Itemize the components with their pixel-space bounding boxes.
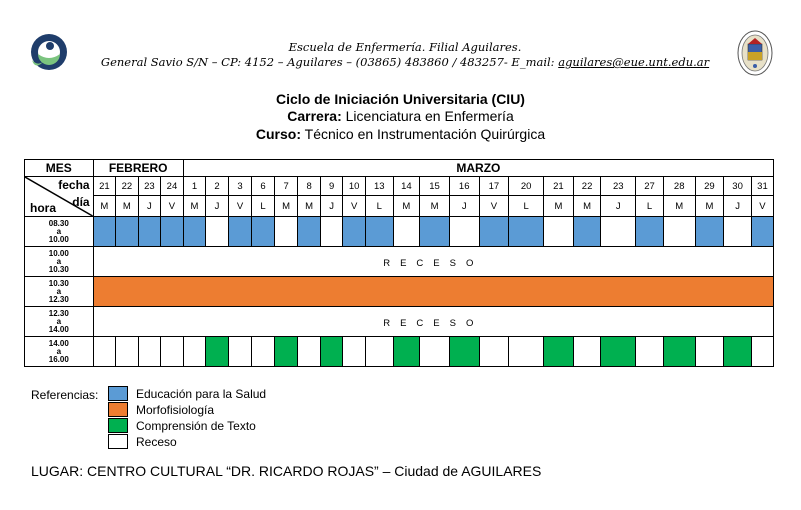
class-cell-green bbox=[449, 337, 479, 367]
weekday-cell: M bbox=[663, 196, 695, 217]
date-cell: 15 bbox=[420, 177, 450, 196]
date-cell: 23 bbox=[601, 177, 636, 196]
weekday-cell: M bbox=[116, 196, 139, 217]
time-label: 12.30 bbox=[48, 308, 69, 318]
time-label: 10.30 bbox=[48, 278, 69, 288]
month-header-febrero: FEBRERO bbox=[93, 160, 183, 177]
date-cell: 22 bbox=[573, 177, 601, 196]
time-slot-row bbox=[25, 337, 774, 367]
time-label: 16.00 bbox=[48, 354, 69, 364]
legend-label: Receso bbox=[136, 435, 177, 449]
class-cell-blue bbox=[228, 217, 252, 247]
email-link[interactable]: aguilares@eue.unt.edu.ar bbox=[558, 55, 710, 69]
university-seal-right bbox=[737, 30, 773, 76]
schedule-table bbox=[24, 159, 774, 367]
date-cell: 22 bbox=[116, 177, 139, 196]
time-range-cell bbox=[25, 337, 94, 367]
empty-cell bbox=[663, 217, 695, 247]
date-cell: 7 bbox=[274, 177, 298, 196]
date-cell: 23 bbox=[138, 177, 161, 196]
time-slot-row bbox=[25, 307, 774, 337]
date-cell: 3 bbox=[228, 177, 252, 196]
empty-cell bbox=[116, 337, 139, 367]
class-cell-green bbox=[663, 337, 695, 367]
month-header-marzo: MARZO bbox=[183, 160, 773, 177]
time-label: a bbox=[56, 256, 62, 266]
date-cell: 27 bbox=[636, 177, 664, 196]
empty-cell bbox=[138, 337, 161, 367]
receso-label: RECESO bbox=[383, 257, 484, 269]
empty-cell bbox=[544, 217, 574, 247]
date-cell: 30 bbox=[724, 177, 752, 196]
empty-cell bbox=[573, 337, 601, 367]
empty-cell bbox=[298, 337, 321, 367]
time-range-cell bbox=[25, 247, 94, 277]
class-cell-blue bbox=[116, 217, 139, 247]
empty-cell bbox=[343, 337, 366, 367]
weekday-cell: M bbox=[93, 196, 116, 217]
class-cell-blue bbox=[343, 217, 366, 247]
legend-label: Morfofisiología bbox=[136, 403, 215, 417]
empty-cell bbox=[206, 217, 229, 247]
class-cell-blue bbox=[751, 217, 773, 247]
weekday-cell: M bbox=[393, 196, 420, 217]
legend-item-morfofisiologia bbox=[108, 402, 308, 418]
fecha-label: fecha bbox=[58, 178, 90, 192]
date-cell: 8 bbox=[298, 177, 321, 196]
weekday-cell: M bbox=[298, 196, 321, 217]
empty-cell bbox=[228, 337, 252, 367]
date-cell: 2 bbox=[206, 177, 229, 196]
time-label: 10.00 bbox=[48, 234, 69, 244]
time-label: 08.30 bbox=[48, 218, 69, 228]
legend-swatch-white bbox=[108, 434, 128, 449]
class-cell-blue bbox=[420, 217, 450, 247]
hora-label: hora bbox=[30, 201, 57, 215]
school-logo-left bbox=[29, 32, 71, 72]
legend-item-receso bbox=[108, 434, 308, 450]
time-label: 14.00 bbox=[48, 338, 69, 348]
time-label: a bbox=[56, 226, 62, 236]
date-cell: 21 bbox=[93, 177, 116, 196]
weekday-cell: V bbox=[479, 196, 509, 217]
date-cell: 29 bbox=[695, 177, 724, 196]
weekday-cell: V bbox=[343, 196, 366, 217]
date-cell: 28 bbox=[663, 177, 695, 196]
time-slot-row bbox=[25, 247, 774, 277]
school-address: General Savio S/N – CP: 4152 – Aguilares – (03865) 483860 / 483257- E_mail: bbox=[100, 55, 559, 69]
class-cell-blue bbox=[183, 217, 206, 247]
weekday-cell: V bbox=[751, 196, 773, 217]
weekday-cell: M bbox=[573, 196, 601, 217]
weekday-cell: J bbox=[724, 196, 752, 217]
weekday-cell: V bbox=[228, 196, 252, 217]
empty-cell bbox=[636, 337, 664, 367]
time-slot-row bbox=[25, 217, 774, 247]
class-cell-blue bbox=[695, 217, 724, 247]
empty-cell bbox=[252, 337, 275, 367]
empty-cell bbox=[320, 217, 343, 247]
weekday-row bbox=[25, 196, 774, 217]
weekday-cell: L bbox=[252, 196, 275, 217]
class-cell-blue bbox=[365, 217, 393, 247]
class-cell-blue bbox=[479, 217, 509, 247]
month-row bbox=[25, 160, 774, 177]
weekday-cell: J bbox=[320, 196, 343, 217]
date-row bbox=[25, 177, 774, 196]
time-range-cell bbox=[25, 277, 94, 307]
class-cell-blue bbox=[509, 217, 544, 247]
empty-cell bbox=[751, 337, 773, 367]
location-line: LUGAR: CENTRO CULTURAL “DR. RICARDO ROJAS” – Ciudad de AGUILARES bbox=[31, 463, 542, 479]
weekday-cell: L bbox=[509, 196, 544, 217]
empty-cell bbox=[479, 337, 509, 367]
time-label: a bbox=[56, 346, 62, 356]
time-range-cell bbox=[25, 307, 94, 337]
mes-header: MES bbox=[25, 160, 94, 177]
legend-item-educacion bbox=[108, 386, 308, 402]
empty-cell bbox=[601, 217, 636, 247]
weekday-cell: J bbox=[138, 196, 161, 217]
weekday-cell: J bbox=[449, 196, 479, 217]
time-slot-row bbox=[25, 277, 774, 307]
legend-title: Referencias: bbox=[31, 388, 99, 402]
date-cell: 20 bbox=[509, 177, 544, 196]
empty-cell bbox=[161, 337, 184, 367]
time-label: 12.30 bbox=[48, 294, 69, 304]
class-cell-blue bbox=[573, 217, 601, 247]
class-cell-blue bbox=[636, 217, 664, 247]
empty-cell bbox=[393, 217, 420, 247]
curso-label: Curso: bbox=[255, 126, 302, 142]
empty-cell bbox=[509, 337, 544, 367]
date-cell: 10 bbox=[343, 177, 366, 196]
empty-cell bbox=[695, 337, 724, 367]
legend-label: Educación para la Salud bbox=[136, 387, 267, 401]
class-cell-blue bbox=[161, 217, 184, 247]
legend-swatch-green bbox=[108, 418, 128, 433]
class-cell-green bbox=[601, 337, 636, 367]
empty-cell bbox=[183, 337, 206, 367]
date-cell: 16 bbox=[449, 177, 479, 196]
time-label: 14.00 bbox=[48, 324, 69, 334]
carrera-label: Carrera: bbox=[287, 108, 342, 124]
weekday-cell: J bbox=[206, 196, 229, 217]
class-cell-blue bbox=[252, 217, 275, 247]
school-contact bbox=[100, 55, 710, 69]
class-cell-green bbox=[206, 337, 229, 367]
class-cell-green bbox=[544, 337, 574, 367]
legend-swatch-blue bbox=[108, 386, 128, 401]
weekday-cell: L bbox=[365, 196, 393, 217]
weekday-cell: M bbox=[183, 196, 206, 217]
class-cell-green bbox=[393, 337, 420, 367]
time-label: a bbox=[56, 286, 62, 296]
date-cell: 1 bbox=[183, 177, 206, 196]
date-cell: 14 bbox=[393, 177, 420, 196]
school-name: Escuela de Enfermería. Filial Aguilares. bbox=[288, 40, 522, 54]
weekday-cell: V bbox=[161, 196, 184, 217]
weekday-cell: M bbox=[420, 196, 450, 217]
receso-cell bbox=[93, 307, 773, 337]
empty-cell bbox=[420, 337, 450, 367]
empty-cell bbox=[449, 217, 479, 247]
date-cell: 17 bbox=[479, 177, 509, 196]
class-cell-blue bbox=[138, 217, 161, 247]
curso-line bbox=[0, 126, 801, 142]
weekday-cell: M bbox=[544, 196, 574, 217]
empty-cell bbox=[274, 217, 298, 247]
empty-cell bbox=[93, 337, 116, 367]
empty-cell bbox=[365, 337, 393, 367]
weekday-cell: L bbox=[636, 196, 664, 217]
time-label: 10.00 bbox=[48, 248, 69, 258]
date-cell: 9 bbox=[320, 177, 343, 196]
receso-cell bbox=[93, 247, 773, 277]
carrera-line bbox=[0, 108, 801, 124]
fecha-dia-hora-header bbox=[25, 177, 94, 217]
page-title: Ciclo de Iniciación Universitaria (CIU) bbox=[276, 91, 525, 107]
class-cell-green bbox=[274, 337, 298, 367]
date-cell: 31 bbox=[751, 177, 773, 196]
weekday-cell: J bbox=[601, 196, 636, 217]
class-cell-blue bbox=[298, 217, 321, 247]
dia-label: día bbox=[72, 195, 90, 209]
time-label: a bbox=[56, 316, 62, 326]
class-cell-blue bbox=[93, 217, 116, 247]
date-cell: 24 bbox=[161, 177, 184, 196]
date-cell: 6 bbox=[252, 177, 275, 196]
date-cell: 13 bbox=[365, 177, 393, 196]
legend-swatch-orange bbox=[108, 402, 128, 417]
empty-cell bbox=[724, 217, 752, 247]
curso-value: Técnico en Instrumentación Quirúrgica bbox=[301, 126, 546, 142]
weekday-cell: M bbox=[274, 196, 298, 217]
class-cell-green bbox=[320, 337, 343, 367]
receso-label: RECESO bbox=[383, 317, 484, 329]
carrera-value: Licenciatura en Enfermería bbox=[341, 108, 514, 124]
class-block-orange bbox=[93, 277, 773, 307]
weekday-cell: M bbox=[695, 196, 724, 217]
legend-label: Comprensión de Texto bbox=[136, 419, 256, 433]
time-range-cell bbox=[25, 217, 94, 247]
time-label: 10.30 bbox=[48, 264, 69, 274]
class-cell-green bbox=[724, 337, 752, 367]
date-cell: 21 bbox=[544, 177, 574, 196]
legend-item-comprension bbox=[108, 418, 308, 434]
